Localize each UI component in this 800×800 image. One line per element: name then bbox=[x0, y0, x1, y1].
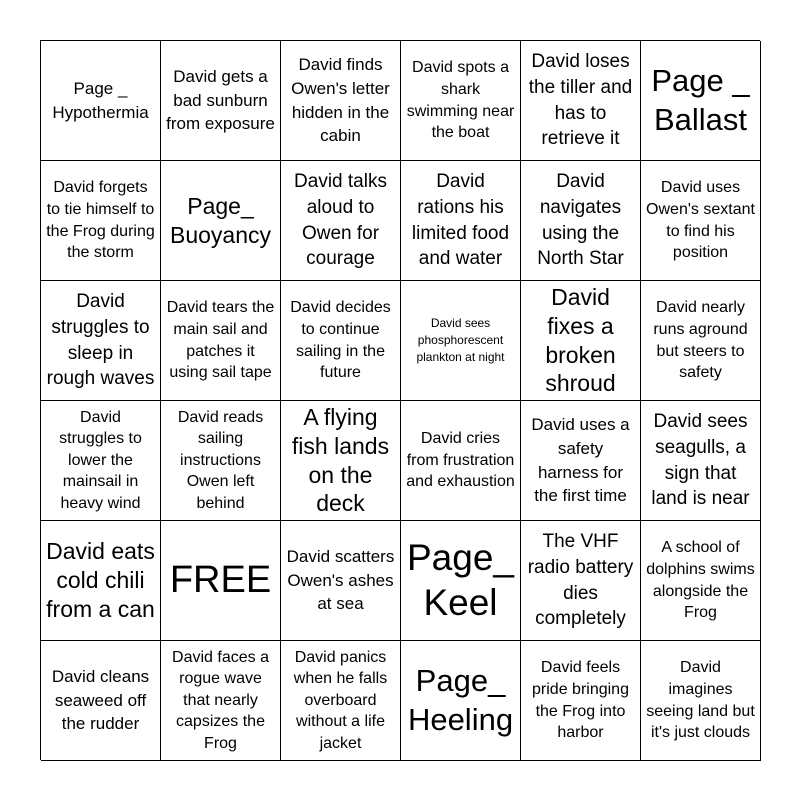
bingo-cell-r4c1[interactable]: David struggles to lower the mainsail in heavy wind bbox=[41, 401, 161, 521]
bingo-cell-r1c4[interactable]: David spots a shark swimming near the boat bbox=[401, 41, 521, 161]
bingo-cell-r1c5[interactable]: David loses the tiller and has to retrieve it bbox=[521, 41, 641, 161]
bingo-cell-r3c2[interactable]: David tears the main sail and patches it using sail tape bbox=[161, 281, 281, 401]
bingo-cell-r6c5[interactable]: David feels pride bringing the Frog into harbor bbox=[521, 641, 641, 761]
bingo-cell-r2c1[interactable]: David forgets to tie himself to the Frog during the storm bbox=[41, 161, 161, 281]
bingo-cell-r3c5[interactable]: David fixes a broken shroud bbox=[521, 281, 641, 401]
bingo-cell-r1c3[interactable]: David finds Owen's letter hidden in the cabin bbox=[281, 41, 401, 161]
bingo-cell-r2c6[interactable]: David uses Owen's sextant to find his position bbox=[641, 161, 761, 281]
bingo-cell-r5c4[interactable]: Page_ Keel bbox=[401, 521, 521, 641]
bingo-cell-r1c2[interactable]: David gets a bad sunburn from exposure bbox=[161, 41, 281, 161]
bingo-cell-r5c5[interactable]: The VHF radio battery dies completely bbox=[521, 521, 641, 641]
bingo-cell-r2c2[interactable]: Page_ Buoyancy bbox=[161, 161, 281, 281]
bingo-cell-r5c1[interactable]: David eats cold chili from a can bbox=[41, 521, 161, 641]
bingo-board bbox=[40, 40, 760, 760]
bingo-cell-r6c3[interactable]: David panics when he falls overboard without a life jacket bbox=[281, 641, 401, 761]
bingo-cell-r6c4[interactable]: Page_ Heeling bbox=[401, 641, 521, 761]
bingo-cell-r3c4[interactable]: David sees phosphorescent plankton at night bbox=[401, 281, 521, 401]
bingo-cell-r4c5[interactable]: David uses a safety harness for the first time bbox=[521, 401, 641, 521]
bingo-cell-r5c6[interactable]: A school of dolphins swims alongside the Frog bbox=[641, 521, 761, 641]
bingo-cell-r2c5[interactable]: David navigates using the North Star bbox=[521, 161, 641, 281]
bingo-cell-r2c4[interactable]: David rations his limited food and water bbox=[401, 161, 521, 281]
bingo-cell-r6c6[interactable]: David imagines seeing land but it's just clouds bbox=[641, 641, 761, 761]
bingo-cell-r3c3[interactable]: David decides to continue sailing in the future bbox=[281, 281, 401, 401]
bingo-cell-r1c1[interactable]: Page _ Hypothermia bbox=[41, 41, 161, 161]
bingo-cell-r6c2[interactable]: David faces a rogue wave that nearly capsizes the Frog bbox=[161, 641, 281, 761]
bingo-cell-r4c4[interactable]: David cries from frustration and exhaustion bbox=[401, 401, 521, 521]
bingo-cell-r2c3[interactable]: David talks aloud to Owen for courage bbox=[281, 161, 401, 281]
bingo-cell-r6c1[interactable]: David cleans seaweed off the rudder bbox=[41, 641, 161, 761]
bingo-cell-r4c6[interactable]: David sees seagulls, a sign that land is near bbox=[641, 401, 761, 521]
bingo-cell-free[interactable]: FREE bbox=[161, 521, 281, 641]
bingo-cell-r1c6[interactable]: Page _ Ballast bbox=[641, 41, 761, 161]
bingo-cell-r4c3[interactable]: A flying fish lands on the deck bbox=[281, 401, 401, 521]
bingo-cell-r3c6[interactable]: David nearly runs aground but steers to safety bbox=[641, 281, 761, 401]
bingo-cell-r5c3[interactable]: David scatters Owen's ashes at sea bbox=[281, 521, 401, 641]
bingo-cell-r3c1[interactable]: David struggles to sleep in rough waves bbox=[41, 281, 161, 401]
bingo-cell-r4c2[interactable]: David reads sailing instructions Owen left behind bbox=[161, 401, 281, 521]
